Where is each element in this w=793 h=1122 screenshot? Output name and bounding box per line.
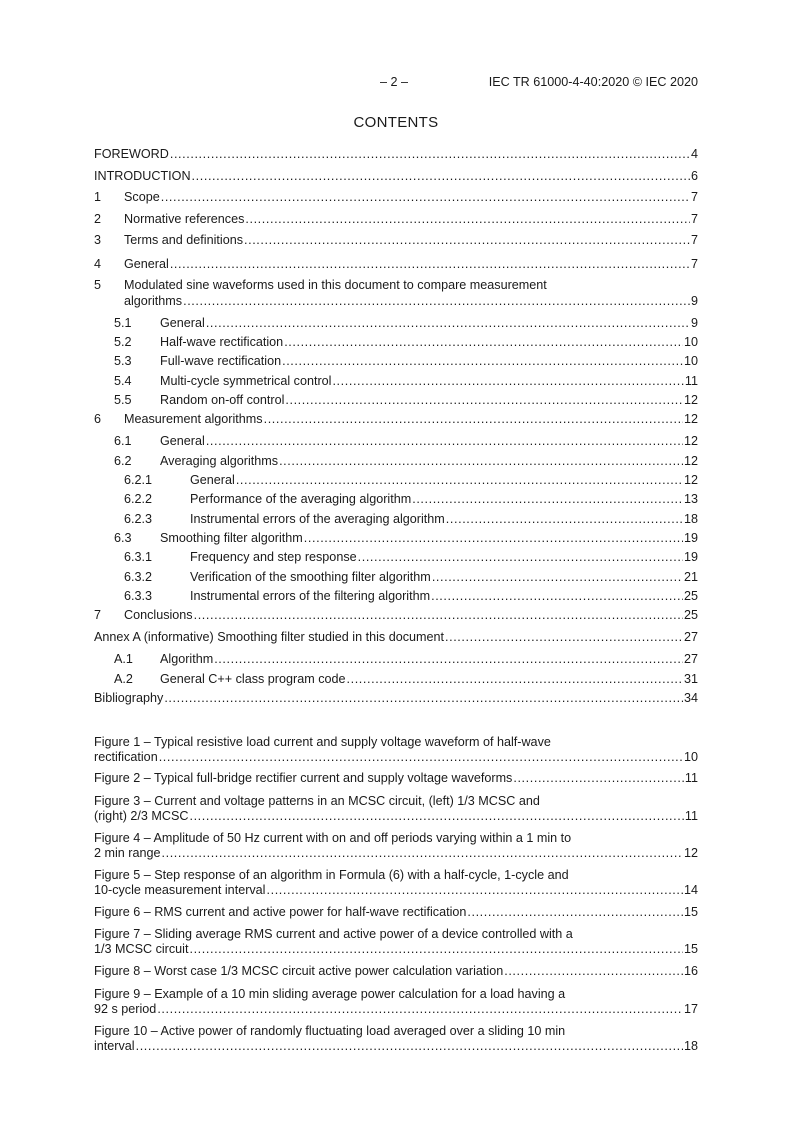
leader-dots	[206, 315, 690, 331]
toc-entry-title: General	[160, 434, 205, 448]
toc-entry-annex-a[interactable]	[94, 629, 698, 645]
toc-entry-number: 6.3.2	[124, 570, 153, 584]
leader-dots	[332, 373, 683, 389]
leader-dots	[282, 353, 683, 369]
toc-entry-page: 25	[683, 608, 698, 622]
figure-entry-5[interactable]	[94, 882, 698, 898]
toc-entry-number: 5.2	[114, 335, 132, 349]
toc-entry-section-6-2[interactable]	[94, 453, 698, 469]
toc-entry-title: Smoothing filter algorithm	[160, 531, 303, 545]
page-number: – 2 –	[380, 75, 409, 89]
leader-dots	[170, 256, 690, 272]
toc-entry-number: 3	[94, 233, 102, 247]
toc-entry-section-1[interactable]	[94, 189, 698, 205]
toc-entry-number: 6.3	[114, 531, 132, 545]
toc-entry-title: Full-wave rectification	[160, 354, 282, 368]
leader-dots	[214, 651, 683, 667]
toc-entry-number: 6	[94, 412, 102, 426]
figure-entry-1[interactable]	[94, 749, 698, 765]
toc-entry-section-6-3[interactable]	[94, 530, 698, 546]
figure-entry-page: 11	[684, 809, 698, 823]
toc-entry-page: 19	[683, 531, 698, 545]
toc-entry-number: 5	[94, 278, 102, 292]
leader-dots	[264, 411, 683, 427]
toc-entry-title-line1[interactable]: Modulated sine waveforms used in this document to compare measurement	[124, 278, 547, 292]
toc-entry-page: 12	[683, 454, 698, 468]
toc-entry-page: 9	[690, 294, 698, 308]
toc-entry-page: 25	[683, 589, 698, 603]
toc-entry-section-6-2-2[interactable]	[94, 491, 698, 507]
figure-entry-page: 15	[683, 942, 698, 956]
figure-entry-page: 11	[684, 771, 698, 785]
toc-entry-number: 5.4	[114, 374, 132, 388]
toc-entry-title: Performance of the averaging algorithm	[190, 492, 412, 506]
leader-dots	[504, 963, 683, 979]
leader-dots	[159, 749, 683, 765]
toc-entry-introduction[interactable]	[94, 168, 698, 184]
leader-dots	[446, 511, 683, 527]
figure-entry-line2: 1/3 MCSC circuit	[94, 942, 189, 956]
leader-dots	[304, 530, 683, 546]
leader-dots	[432, 569, 683, 585]
figure-entry-line1[interactable]: Figure 1 – Typical resistive load current and supply voltage waveform of half-wave	[94, 735, 551, 749]
figure-entry-page: 12	[683, 846, 698, 860]
toc-entry-section-4[interactable]	[94, 256, 698, 272]
toc-entry-page: 34	[683, 691, 698, 705]
toc-entry-title: Verification of the smoothing filter algorithm	[190, 570, 431, 584]
figure-entry-page: 17	[683, 1002, 698, 1016]
toc-entry-title: Terms and definitions	[124, 233, 244, 247]
toc-entry-page: 21	[683, 570, 698, 584]
toc-entry-section-5-5[interactable]	[94, 392, 698, 408]
figure-entry-title: Figure 6 – RMS current and active power for half-wave rectification	[94, 905, 467, 919]
page-title: CONTENTS	[353, 114, 439, 131]
toc-entry-title: Instrumental errors of the averaging algorithm	[190, 512, 445, 526]
leader-dots	[412, 491, 683, 507]
leader-dots	[136, 1038, 683, 1054]
toc-entry-section-6[interactable]	[94, 411, 698, 427]
leader-dots	[245, 211, 690, 227]
toc-entry-title: Measurement algorithms	[124, 412, 263, 426]
toc-entry-number: 6.2.1	[124, 473, 153, 487]
toc-entry-page: 12	[683, 434, 698, 448]
toc-entry-title: INTRODUCTION	[94, 169, 191, 183]
toc-entry-page: 6	[690, 169, 698, 183]
toc-entry-page: 13	[683, 492, 698, 506]
figure-entry-line2: 92 s period	[94, 1002, 157, 1016]
toc-entry-page: 19	[683, 550, 698, 564]
leader-dots	[164, 690, 683, 706]
toc-entry-page: 12	[683, 412, 698, 426]
leader-dots	[244, 232, 690, 248]
toc-entry-section-6-1[interactable]	[94, 433, 698, 449]
toc-entry-number: 6.2.2	[124, 492, 153, 506]
toc-entry-page: 27	[683, 630, 698, 644]
toc-entry-page: 7	[690, 212, 698, 226]
toc-entry-section-6-3-1[interactable]	[94, 549, 698, 565]
toc-entry-page: 10	[683, 335, 698, 349]
toc-entry-title: General	[124, 257, 169, 271]
toc-entry-page: 12	[683, 473, 698, 487]
toc-entry-section-a-1[interactable]	[94, 651, 698, 667]
toc-entry-bibliography[interactable]	[94, 690, 698, 706]
toc-entry-number: A.1	[114, 652, 133, 666]
toc-entry-title: Frequency and step response	[190, 550, 357, 564]
toc-entry-section-5-3[interactable]	[94, 353, 698, 369]
toc-entry-title: FOREWORD	[94, 147, 169, 161]
toc-entry-section-5-2[interactable]	[94, 334, 698, 350]
toc-entry-page: 27	[683, 652, 698, 666]
toc-entry-section-7[interactable]	[94, 607, 698, 623]
toc-entry-title: Scope	[124, 190, 160, 204]
toc-entry-section-5[interactable]	[94, 293, 698, 309]
figure-entry-line2: (right) 2/3 MCSC	[94, 809, 189, 823]
toc-entry-number: 5.5	[114, 393, 132, 407]
toc-entry-number: 5.3	[114, 354, 132, 368]
leader-dots	[445, 629, 683, 645]
toc-entry-title: General	[190, 473, 235, 487]
figure-entry-9[interactable]	[94, 1001, 698, 1017]
document-reference: IEC TR 61000-4-40:2020 © IEC 2020	[488, 75, 698, 89]
toc-entry-title: Algorithm	[160, 652, 214, 666]
figure-entry-4[interactable]	[94, 845, 698, 861]
leader-dots	[192, 168, 690, 184]
leader-dots	[189, 941, 683, 957]
toc-entry-number: 6.1	[114, 434, 132, 448]
figure-entry-line1[interactable]: Figure 10 – Active power of randomly fluctuating load averaged over a sliding 10 min	[94, 1024, 566, 1038]
leader-dots	[431, 588, 683, 604]
figure-entry-2[interactable]	[94, 770, 698, 786]
toc-entry-title: Half-wave rectification	[160, 335, 284, 349]
leader-dots	[189, 808, 683, 824]
toc-entry-number: 6.3.1	[124, 550, 153, 564]
toc-entry-title: Normative references	[124, 212, 245, 226]
toc-entry-number: 1	[94, 190, 102, 204]
leader-dots	[267, 882, 683, 898]
leader-dots	[284, 334, 683, 350]
toc-entry-section-2[interactable]	[94, 211, 698, 227]
toc-entry-section-a-2[interactable]	[94, 671, 698, 687]
toc-entry-section-5-1[interactable]	[94, 315, 698, 331]
toc-entry-number: 6.2.3	[124, 512, 153, 526]
figure-entry-line1[interactable]: Figure 9 – Example of a 10 min sliding average power calculation for a load having a	[94, 987, 566, 1001]
leader-dots	[162, 845, 683, 861]
leader-dots	[467, 904, 683, 920]
leader-dots	[170, 146, 690, 162]
figure-entry-line2: 2 min range	[94, 846, 161, 860]
toc-entry-foreword[interactable]	[94, 146, 698, 162]
figure-entry-page: 16	[683, 964, 698, 978]
figure-entry-line1[interactable]: Figure 5 – Step response of an algorithm in Formula (6) with a half-cycle, 1-cycle and	[94, 868, 569, 882]
toc-entry-page: 7	[690, 190, 698, 204]
leader-dots	[236, 472, 683, 488]
leader-dots	[194, 607, 683, 623]
figure-entry-line2: 10-cycle measurement interval	[94, 883, 266, 897]
toc-entry-page: 12	[683, 393, 698, 407]
leader-dots	[358, 549, 683, 565]
figure-entry-page: 15	[683, 905, 698, 919]
figure-entry-line2: interval	[94, 1039, 135, 1053]
toc-entry-section-5-4[interactable]	[94, 373, 698, 389]
toc-entry-page: 9	[690, 316, 698, 330]
toc-entry-title: Instrumental errors of the filtering algorithm	[190, 589, 431, 603]
figure-entry-title: Figure 2 – Typical full-bridge rectifier current and supply voltage waveforms	[94, 771, 513, 785]
toc-entry-title: Multi-cycle symmetrical control	[160, 374, 332, 388]
toc-entry-number: A.2	[114, 672, 133, 686]
leader-dots	[161, 189, 690, 205]
page-header	[94, 75, 698, 93]
figure-entry-line2: rectification	[94, 750, 158, 764]
figure-entry-6[interactable]	[94, 904, 698, 920]
leader-dots	[513, 770, 684, 786]
toc-entry-section-3[interactable]	[94, 232, 698, 248]
leader-dots	[347, 671, 683, 687]
toc-entry-title: Annex A (informative) Smoothing filter studied in this document	[94, 630, 445, 644]
figure-entry-8[interactable]	[94, 963, 698, 979]
toc-entry-title: Averaging algorithms	[160, 454, 279, 468]
figure-entry-line1[interactable]: Figure 4 – Amplitude of 50 Hz current with on and off periods varying within a 1 min to	[94, 831, 572, 845]
toc-entry-page: 7	[690, 233, 698, 247]
toc-entry-title: Conclusions	[124, 608, 193, 622]
toc-entry-page: 4	[690, 147, 698, 161]
toc-entry-page: 11	[684, 374, 698, 388]
toc-entry-number: 2	[94, 212, 102, 226]
toc-entry-section-6-3-2[interactable]	[94, 569, 698, 585]
figure-entry-line1[interactable]: Figure 7 – Sliding average RMS current and active power of a device controlled with a	[94, 927, 573, 941]
toc-entry-number: 5.1	[114, 316, 132, 330]
toc-entry-title: General C++ class program code	[160, 672, 346, 686]
toc-entry-title: Bibliography	[94, 691, 164, 705]
figure-entry-page: 14	[683, 883, 698, 897]
toc-entry-title-line2: algorithms	[124, 294, 183, 308]
leader-dots	[279, 453, 683, 469]
toc-entry-number: 7	[94, 608, 102, 622]
toc-entry-section-6-2-1[interactable]	[94, 472, 698, 488]
figure-entry-title: Figure 8 – Worst case 1/3 MCSC circuit active power calculation variation	[94, 964, 504, 978]
leader-dots	[157, 1001, 683, 1017]
figure-entry-10[interactable]	[94, 1038, 698, 1054]
toc-entry-section-6-2-3[interactable]	[94, 511, 698, 527]
toc-entry-page: 10	[683, 354, 698, 368]
toc-entry-title: General	[160, 316, 205, 330]
toc-entry-page: 31	[683, 672, 698, 686]
leader-dots	[285, 392, 683, 408]
toc-entry-page: 7	[690, 257, 698, 271]
figure-entry-7[interactable]	[94, 941, 698, 957]
toc-entry-number: 6.2	[114, 454, 132, 468]
toc-entry-section-6-3-3[interactable]	[94, 588, 698, 604]
figure-entry-line1[interactable]: Figure 3 – Current and voltage patterns in an MCSC circuit, (left) 1/3 MCSC and	[94, 794, 540, 808]
figure-entry-page: 10	[683, 750, 698, 764]
figure-entry-3[interactable]	[94, 808, 698, 824]
toc-entry-number: 4	[94, 257, 102, 271]
toc-entry-page: 18	[683, 512, 698, 526]
figure-entry-page: 18	[683, 1039, 698, 1053]
leader-dots	[206, 433, 683, 449]
leader-dots	[183, 293, 690, 309]
toc-entry-title: Random on-off control	[160, 393, 285, 407]
toc-entry-number: 6.3.3	[124, 589, 153, 603]
